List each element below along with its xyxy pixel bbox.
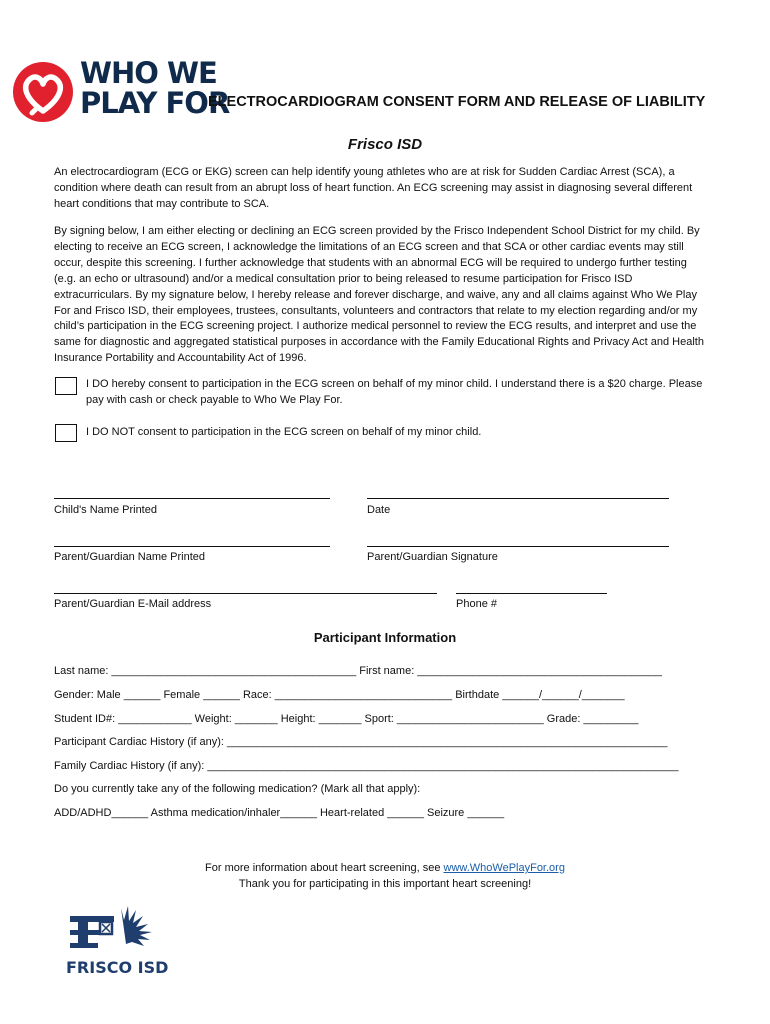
guardian-signature-label: Parent/Guardian Signature — [367, 551, 498, 563]
logo-line-2: PLAY FOR — [80, 86, 230, 120]
footer-thanks: Thank you for participating in this important heart screening! — [238, 878, 532, 890]
participant-info-title: Participant Information — [313, 630, 457, 645]
guardian-name-line[interactable] — [54, 546, 330, 547]
frisco-isd-emblem — [66, 902, 172, 950]
name-fields-row[interactable]: Last name: ________________________________________ First name: ________________________________________ — [54, 665, 663, 677]
intro-paragraph: An electrocardiogram (ECG or EKG) screen can help identify young athletes who are at risk for Sudden Cardiac Arrest (SCA), a condition where death can result from an abrupt loss of heart function. An ECG screening may assist in diagnosing several different heart conditions that may contribute to SCA. — [54, 166, 693, 210]
consent-yes-checkbox[interactable] — [55, 377, 77, 395]
child-name-line[interactable] — [54, 498, 330, 499]
medication-options-row[interactable]: ADD/ADHD______ Asthma medication/inhaler______ Heart-related ______ Seizure ______ — [54, 807, 505, 819]
footer-info-line — [0, 862, 770, 874]
child-name-label: Child's Name Printed — [54, 504, 157, 516]
form-title: ELECTROCARDIOGRAM CONSENT FORM AND RELEASE OF LIABILITY — [208, 94, 706, 110]
frisco-isd-text: FRISCO ISD — [66, 958, 169, 977]
consent-paragraph: By signing below, I am either electing or declining an ECG screen provided by the Frisco Independent School District for my child. By electing to receive an ECG screen, I acknowledge the limitations of an ECG screen and that SCA or other cardiac events may still occur, despite this screening. I further acknowledge that students with an abnormal ECG will be required to undergo further testing (e.g. an echo or ultrasound) and/or a medical consultation prior to being released to resume participation for Frisco ISD extracurriculars. By my signature below, I hereby release and forever discharge, and waive, any and all claims against Who We Play For and Frisco ISD, their employees, trustees, consultants, volunteers and contractors that relate to my election regarding and/or my child’s participation in the ECG screening project. I authorize medical personnel to review the ECG results, and interpret and use the same for diagnostic and aggregated statistical purposes in accordance with the Family Educational Rights and Privacy Act and Health Insurance Portability and Accountability Act of 1996. — [54, 225, 704, 365]
footer-info-text: For more information about heart screening, see — [205, 862, 444, 874]
consent-no-label: I DO NOT consent to participation in the ECG screen on behalf of my minor child. — [86, 426, 482, 438]
who-we-play-for-heart-logo — [12, 61, 74, 123]
website-link[interactable]: www.WhoWePlayFor.org — [443, 862, 565, 874]
frisco-isd-logo — [66, 902, 172, 977]
guardian-email-label: Parent/Guardian E-Mail address — [54, 598, 212, 610]
student-id-row[interactable]: Student ID#: ____________ Weight: _______ Height: _______ Sport: ________________________ Grade: _________ — [54, 713, 639, 725]
consent-yes-label: I DO hereby consent to participation in the ECG screen on behalf of my minor child. I understand there is a $20 charge. Please pay with cash or check payable to Who We Play For. — [86, 378, 703, 406]
logo-line-1: WHO WE — [80, 56, 217, 90]
gender-race-birthdate-row[interactable]: Gender: Male ______ Female ______ Race: _____________________________ Birthdate ______/______/_______ — [54, 689, 625, 701]
family-cardiac-history-row[interactable]: Family Cardiac History (if any): _____________________________________________________________________________ — [54, 760, 679, 772]
date-line[interactable] — [367, 498, 669, 499]
logo-wordmark — [80, 58, 229, 118]
phone-line[interactable] — [456, 593, 607, 594]
guardian-signature-line[interactable] — [367, 546, 669, 547]
phone-label: Phone # — [456, 598, 497, 610]
guardian-email-line[interactable] — [54, 593, 437, 594]
medication-question: Do you currently take any of the following medication? (Mark all that apply): — [54, 783, 421, 795]
consent-no-checkbox[interactable] — [55, 424, 77, 442]
guardian-name-label: Parent/Guardian Name Printed — [54, 551, 206, 563]
participant-cardiac-history-row[interactable]: Participant Cardiac History (if any): ________________________________________________________________________ — [54, 736, 668, 748]
form-subtitle: Frisco ISD — [347, 136, 423, 153]
date-label: Date — [367, 504, 391, 516]
